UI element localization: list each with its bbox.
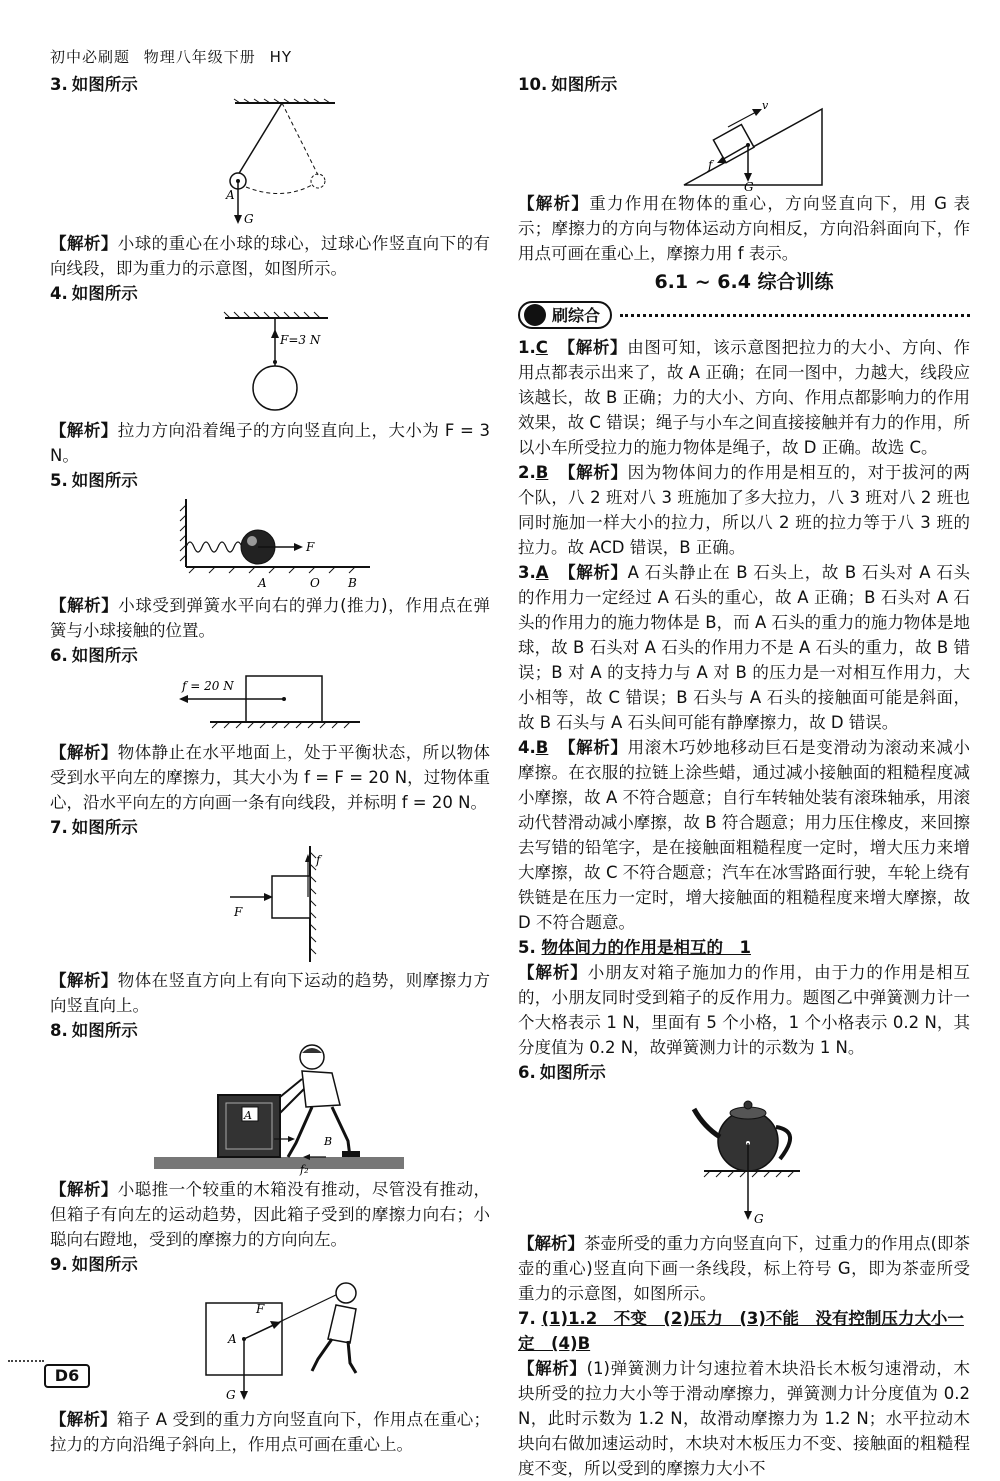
answer-1: 1.C 【解析】由图可知，该示意图把拉力的大小、方向、作用点都表示出来了，故 A 正确；在同一图中，力越大，线段应该越长，故 B 正确；力的大小、方向、作用点都影响力的作用效果，故 C 错误；绳子与小车之间直接接触并有力的作用，所以小车所受拉力的施力物体是绳子，故 D 正确。故选 C。 (518, 338, 971, 457)
q7-wall-block-figure (50, 842, 490, 966)
header-subject: 物理八年级下册 (143, 48, 256, 66)
question-7: 7. 如图所示 f F 【解析】物体在竖直方向上有向下运动的趋势，则摩擦力方向竖直向上。 (50, 815, 490, 1018)
dotted-divider (620, 314, 970, 317)
svg-text:A: A (258, 576, 267, 590)
q9-pulling-box-figure (50, 1279, 490, 1405)
answer-5: 5. 物体间力的作用是相互的 1 【解析】小朋友对箱子施加力的作用，由于力的作用是相互的，小朋友同时受到箱子的反作用力。题图乙中弹簧测力计一个大格表示 1 N，里面有 5 个小格，1 个小格表示 0.2 N，其分度值为 0.2 N，故弹簧测力计的示数为 1 N。 (518, 938, 971, 1057)
q5-spring-ball-figure (50, 495, 490, 591)
question-10: 10. 如图所示 v f G 【解析】重力作用在物体的重心，方向竖直向下，用 G 表示；摩擦力的方向与物体运动方向相反，方向沿斜面向下，作用点可画在重心上，摩擦力用 f 表示。 (518, 72, 970, 266)
left-column (50, 72, 490, 1457)
q3-explanation: 【解析】小球的重心在小球的球心，过球心作竖直向下的有向线段，即为重力的示意图，如图所示。 (50, 234, 491, 278)
svg-text:G: G (754, 1212, 764, 1226)
svg-text:F: F (234, 905, 243, 919)
q9-explanation: 【解析】箱子 A 受到的重力方向竖直向下，作用点在重心；拉力的方向沿绳子斜向上，作用点可画在重心上。 (50, 1410, 491, 1454)
q3-num: 3. (50, 75, 68, 94)
header-edition: HY (269, 48, 293, 66)
svg-text:A: A (244, 1109, 252, 1122)
section-badge: 刷综合 (518, 301, 612, 329)
question-4: 4. 如图所示 F=3 N 【解析】拉力方向沿着绳子的方向竖直向上，大小为 F = 3 N。 (50, 281, 490, 468)
svg-text:f₁: f₁ (282, 1123, 291, 1136)
header-series: 初中必刷题 (50, 48, 131, 66)
svg-text:f = 20 N: f = 20 N (182, 679, 234, 693)
question-9: 9. 如图所示 F A G 【解析】箱子 A 受到的重力方向竖直向下，作用点在重心；拉力的方向沿绳子斜向上，作用点可画在重心上。 (50, 1252, 490, 1457)
q6-block-friction-figure (50, 670, 490, 738)
svg-text:A: A (228, 1332, 237, 1346)
svg-text:F: F (306, 540, 315, 554)
footer-dotted-line (8, 1360, 44, 1362)
svg-text:G: G (744, 180, 754, 194)
badge-brush-icon (524, 304, 546, 326)
answer-6: 6. 如图所示 G 【解析】茶壶所受的重力方向竖直向下，过重力的作用点(即茶壶的重心)竖直向下画一条线段，标上符号 G，即为茶壶所受重力的示意图，如图所示。 (518, 1063, 971, 1303)
q7-explanation: 【解析】物体在竖直方向上有向下运动的趋势，则摩擦力方向竖直向上。 (50, 971, 491, 1015)
page-number: D6 (44, 1364, 90, 1388)
svg-text:f₂: f₂ (300, 1163, 309, 1176)
svg-text:v: v (762, 99, 769, 112)
page-header (50, 46, 300, 67)
q4-label-f: F=3 N (280, 333, 321, 347)
q3-label-a: A (226, 188, 235, 202)
svg-text:G: G (226, 1388, 236, 1402)
svg-text:F: F (256, 1302, 265, 1316)
section-title: 6.1 ~ 6.4 综合训练 (654, 271, 834, 293)
question-5: 5. 如图所示 F A O B 【解析】小球受到弹簧水平向右的弹力(推力)，作用点在弹簧与小球接触的位置。 (50, 468, 490, 643)
q4-explanation: 【解析】拉力方向沿着绳子的方向竖直向上，大小为 F = 3 N。 (50, 421, 490, 465)
q6-teapot-figure (518, 1087, 970, 1229)
svg-text:O: O (310, 576, 320, 590)
q8-explanation: 【解析】小聪推一个较重的木箱没有推动，尽管没有推动，但箱子有向左的运动趋势，因此箱子受到的摩擦力向右；小聪向右蹬地，受到的摩擦力的方向向左。 (50, 1180, 491, 1249)
q6-explanation: 【解析】物体静止在水平地面上，处于平衡状态，所以物体受到水平向左的摩擦力，其大小为 f = F = 20 N，过物体重心，沿水平向左的方向画一条有向线段，并标明 f = 20 N。 (50, 743, 491, 812)
q8-boy-pushing-box-figure (50, 1045, 490, 1175)
svg-text:B: B (348, 576, 357, 590)
section-badge-row (518, 301, 970, 329)
q3-label-g: G (244, 212, 254, 226)
right-column (518, 72, 970, 1481)
q4-hanging-ball-figure (50, 308, 490, 416)
answer-4: 4.B 【解析】用滚木巧妙地移动巨石是变滑动为滚动来减小摩擦。在衣服的拉链上涂些蜡，通过减小接触面的粗糙程度减小摩擦，故 A 不符合题意；自行车转轴处装有滚珠轴承，用滚动代替滑动减小摩擦，故 B 符合题意；用力压住橡皮，来回擦去写错的铅笔字，是在接触面粗糙程度一定时，增大压力来增大摩擦，故 C 不符合题意；汽车在冰雪路面行驶，车轮上绕有铁链是在压力一定时，增大接触面的粗糙程度来增大摩擦，故 D 不符合题意。 (518, 738, 971, 932)
question-6: 6. 如图所示 f = 20 N 【解析】物体静止在水平地面上，处于平衡状态，所以物体受到水平向左的摩擦力，其大小为 f = F = 20 N，过物体重心，沿水平向左的方向画一条有向线段，并标明 f = 20 N。 (50, 643, 490, 815)
q10-explanation: 【解析】重力作用在物体的重心，方向竖直向下，用 G 表示；摩擦力的方向与物体运动方向相反，方向沿斜面向下，作用点可画在重心上，摩擦力用 f 表示。 (518, 194, 971, 263)
answer-7: 7. (1)1.2 不变 (2)压力 (3)不能 没有控制压力大小一定 (4)B 【解析】(1)弹簧测力计匀速拉着木块沿长木板匀速滑动，木块所受的拉力大小等于滑动摩擦力，弹簧测力计分度值为 0.2 N，此时示数为 1.2 N，故滑动摩擦力为 1.2 N；水平拉动木块向右做加速运动时，木块对木板压力不变、接触面的粗糙程度不变，所以受到的摩擦力大小不 (518, 1309, 971, 1478)
svg-text:f: f (316, 853, 321, 867)
question-8: 8. 如图所示 A f₁ B f₂ 【解析】小聪推一个较重的木箱没有推动，尽管没有推动，但箱子有向左的运动趋势，因此箱子受到的摩擦力向右；小聪向右蹬地，受到的摩擦力的方向向左。 (50, 1018, 490, 1252)
q3-pendulum-figure (50, 99, 490, 229)
answer-2: 2.B 【解析】因为物体间力的作用是相互的，对于拔河的两个队，八 2 班对八 3 班施加了多大拉力，八 3 班对八 2 班也同时施加一样大小的拉力，所以八 2 班的拉力等于八 3 班的拉力。故 ACD 错误，B 正确。 (518, 463, 971, 557)
svg-text:f: f (708, 158, 713, 172)
question-3 (50, 72, 490, 281)
q3-title: 如图所示 (71, 75, 138, 94)
answer-3: 3.A 【解析】A 石头静止在 B 石头上，故 B 石头对 A 石头的作用力一定经过 A 石头的重心，故 A 正确；B 石头对 A 石头的作用力的施力物体是 B，而 A 石头的重力的施力物体是地球，故 B 石头对 A 石头的作用力不是 A 石头的重力，故 B 错误；B 对 A 的支持力与 A 对 B 的压力是一对相互作用力，大小相等，故 C 错误；B 石头与 A 石头的接触面可能是斜面，故 B 石头与 A 石头间可能有静摩擦力，故 D 错误。 (518, 563, 971, 732)
svg-text:B: B (324, 1135, 333, 1148)
q5-explanation: 【解析】小球受到弹簧水平向右的弹力(推力)，作用点在弹簧与小球接触的位置。 (50, 596, 490, 640)
